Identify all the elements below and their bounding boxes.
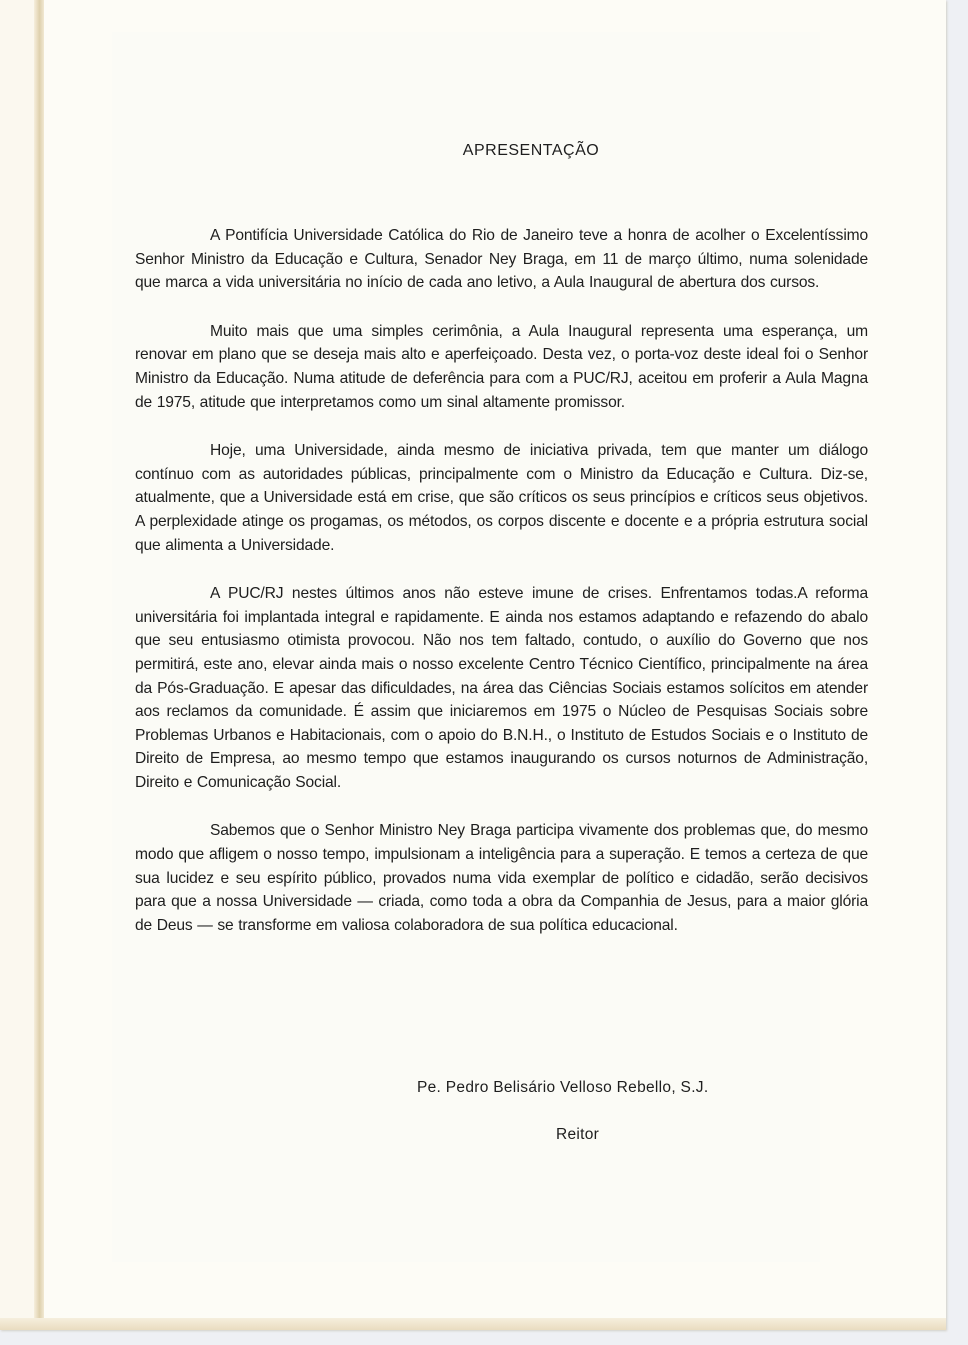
page-bottom-edge xyxy=(0,1318,946,1330)
page-title: APRESENTAÇÃO xyxy=(462,142,600,159)
document-body xyxy=(135,140,868,962)
paragraph-3: Hoje, uma Universidade, ainda mesmo de iniciativa privada, tem que manter um diálogo contínuo com as autoridades públicas, principalmente com o Ministro da Educação e Cultura. Diz-se, atualmente, que a Universidade está em crise, que são críticos os seus princípios e críticos seus objetivos. A perplexidade atinge os progamas, os métodos, os corpos discente e docente e a própria estrutura social que alimenta a Universidade. xyxy=(135,442,868,554)
binding-fold xyxy=(34,0,44,1330)
signature-role: Reitor xyxy=(556,1126,600,1143)
paragraph-4: A PUC/RJ nestes últimos anos não esteve imune de crises. Enfrentamos todas.A reforma universitária foi implantada integral e rapidamente. E ainda nos estamos adaptando e refazendo do abalo que seu entusiasmo otimista provocou. Não nos tem faltado, contudo, o auxílio do Governo que nos permitirá, este ano, elevar ainda mais o nosso excelente Centro Técnico Científico, principalmente na área da Pós-Graduação. E apesar das dificuldades, na área das Ciências Sociais estamos solícitos em atender aos reclamos da comunidade. É assim que iniciaremos em 1975 o Núcleo de Pesquisas Sociais sobre Problemas Urbanos e Habitacionais, com o apoio do B.N.H., o Instituto de Estudos Sociais e o Instituto de Direito de Empresa, ao mesmo tempo que estamos inaugurando os cursos noturnos de Administração, Direito e Comunicação Social. xyxy=(135,585,868,791)
signature-name: Pe. Pedro Belisário Velloso Rebello, S.J. xyxy=(417,1079,709,1096)
paragraph-5: Sabemos que o Senhor Ministro Ney Braga participa vivamente dos problemas que, do mesmo modo que afligem o nosso tempo, impulsionam a inteligência para a superação. E temos a certeza de que sua lucidez e seu espírito público, provados numa vida exemplar de político e cidadão, serão decisivos para que a nossa Universidade — criada, como toda a obra da Companhia de Jesus, para a maior glória de Deus — se transforme em valiosa colaboradora de sua política educacional. xyxy=(135,822,868,934)
paragraph-1: A Pontifícia Universidade Católica do Rio de Janeiro teve a honra de acolher o Excelentíssimo Senhor Ministro da Educação e Cultura, Senador Ney Braga, em 11 de março último, numa solenidade que marca a vida universitária no início de cada ano letivo, a Aula Inaugural de abertura dos cursos. xyxy=(135,227,868,292)
paragraph-2: Muito mais que uma simples cerimônia, a Aula Inaugural representa uma esperança, um renovar em plano que se deseja mais alto e aperfeiçoado. Desta vez, o porta-voz deste ideal foi o Senhor Ministro da Educação. Numa atitude de deferência para com a PUC/RJ, aceitou em proferir a Aula Magna de 1975, atitude que interpretamos como um sinal altamente promissor. xyxy=(135,322,868,411)
binding-edge xyxy=(0,0,34,1330)
